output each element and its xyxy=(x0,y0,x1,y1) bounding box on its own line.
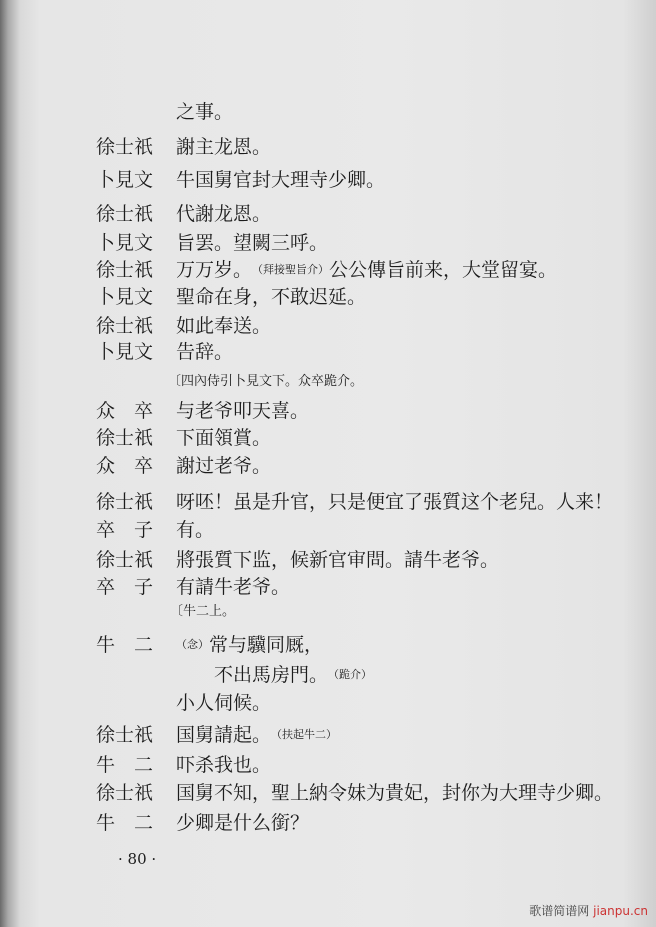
speaker: 卜見文 xyxy=(96,169,154,191)
speaker: 徐士祇 xyxy=(96,259,154,281)
stage-note: （念） xyxy=(176,638,209,651)
dialogue-line: 徐士祇 代謝龙恩。 xyxy=(96,203,272,225)
dialogue-line: 徐士祇 呀呸！虽是升官，只是便宜了張質这个老兒。人来！ xyxy=(96,491,614,513)
dialogue-line: 牛 二 少卿是什么銜？ xyxy=(96,812,310,834)
speaker: 众 卒 xyxy=(96,400,154,422)
speaker: 卜見文 xyxy=(96,286,154,308)
dialogue-line: 牛 二 （念） 常与驥同厩， xyxy=(96,634,324,656)
dialogue-line: 徐士祇 国舅請起。 （扶起牛二） xyxy=(96,724,338,746)
dialogue-line: 众 卒 与老爷叩天喜。 xyxy=(96,400,310,422)
dialogue-line: 卜見文 告辞。 xyxy=(96,341,234,363)
speaker: 徐士祇 xyxy=(96,136,154,158)
dialogue-line: 卜見文 旨罢。望闕三呼。 xyxy=(96,232,329,254)
stage-note: （跪介） xyxy=(328,668,373,681)
stage-direction: 〔四內侍引卜見文下。众卒跪介。 xyxy=(168,374,364,389)
watermark: 歌谱简谱网 jianpu.cn xyxy=(529,904,648,918)
speaker: 牛 二 xyxy=(96,634,154,656)
speaker: 徐士祇 xyxy=(96,724,154,746)
speaker: 卜見文 xyxy=(96,232,154,254)
dialogue-line: 徐士祇 万万岁。 （拜接聖旨介） 公公傳旨前来，大堂留宴。 xyxy=(96,259,558,281)
dialogue-line: 卜見文 聖命在身，不敢迟延。 xyxy=(96,286,367,308)
speaker: 卜見文 xyxy=(96,341,154,363)
dialogue-line: 小人伺候。 xyxy=(176,692,272,714)
speaker: 卒 子 xyxy=(96,519,154,541)
dialogue-line: 徐士祇 国舅不知，聖上納令妹为貴妃，封你为大理寺少卿。 xyxy=(96,782,614,804)
stage-note: （扶起牛二） xyxy=(271,728,338,741)
speaker: 徐士祇 xyxy=(96,315,154,337)
speaker: 众 卒 xyxy=(96,455,154,477)
speaker: 徐士祇 xyxy=(96,491,154,513)
dialogue-line: 卜見文 牛国舅官封大理寺少卿。 xyxy=(96,169,386,191)
dialogue-line: 之事。 xyxy=(176,101,234,123)
speaker: 牛 二 xyxy=(96,812,154,834)
dialogue-line: 众 卒 謝过老爷。 xyxy=(96,455,272,477)
page-number: · 80 · xyxy=(118,850,157,868)
speaker: 徐士祇 xyxy=(96,549,154,571)
stage-note: （拜接聖旨介） xyxy=(252,263,330,276)
dialogue-line: 徐士祇 謝主龙恩。 xyxy=(96,136,272,158)
dialogue-line: 卒 子 有請牛老爷。 xyxy=(96,576,291,598)
stage-direction: 〔牛二上。 xyxy=(170,604,236,619)
speaker: 徐士祇 xyxy=(96,203,154,225)
dialogue-line: 牛 二 吓杀我也。 xyxy=(96,754,272,776)
dialogue-line: 徐士祇 如此奉送。 xyxy=(96,315,272,337)
dialogue-line: 徐士祇 將張質下监，候新官审問。請牛老爷。 xyxy=(96,549,500,571)
speaker: 卒 子 xyxy=(96,576,154,598)
dialogue-line: 徐士祇 下面領賞。 xyxy=(96,427,272,449)
dialogue-line: 卒 子 有。 xyxy=(96,519,215,541)
speaker: 牛 二 xyxy=(96,754,154,776)
dialogue-line: 不出馬房門。 （跪介） xyxy=(176,664,373,686)
speaker: 徐士祇 xyxy=(96,782,154,804)
speaker: 徐士祇 xyxy=(96,427,154,449)
